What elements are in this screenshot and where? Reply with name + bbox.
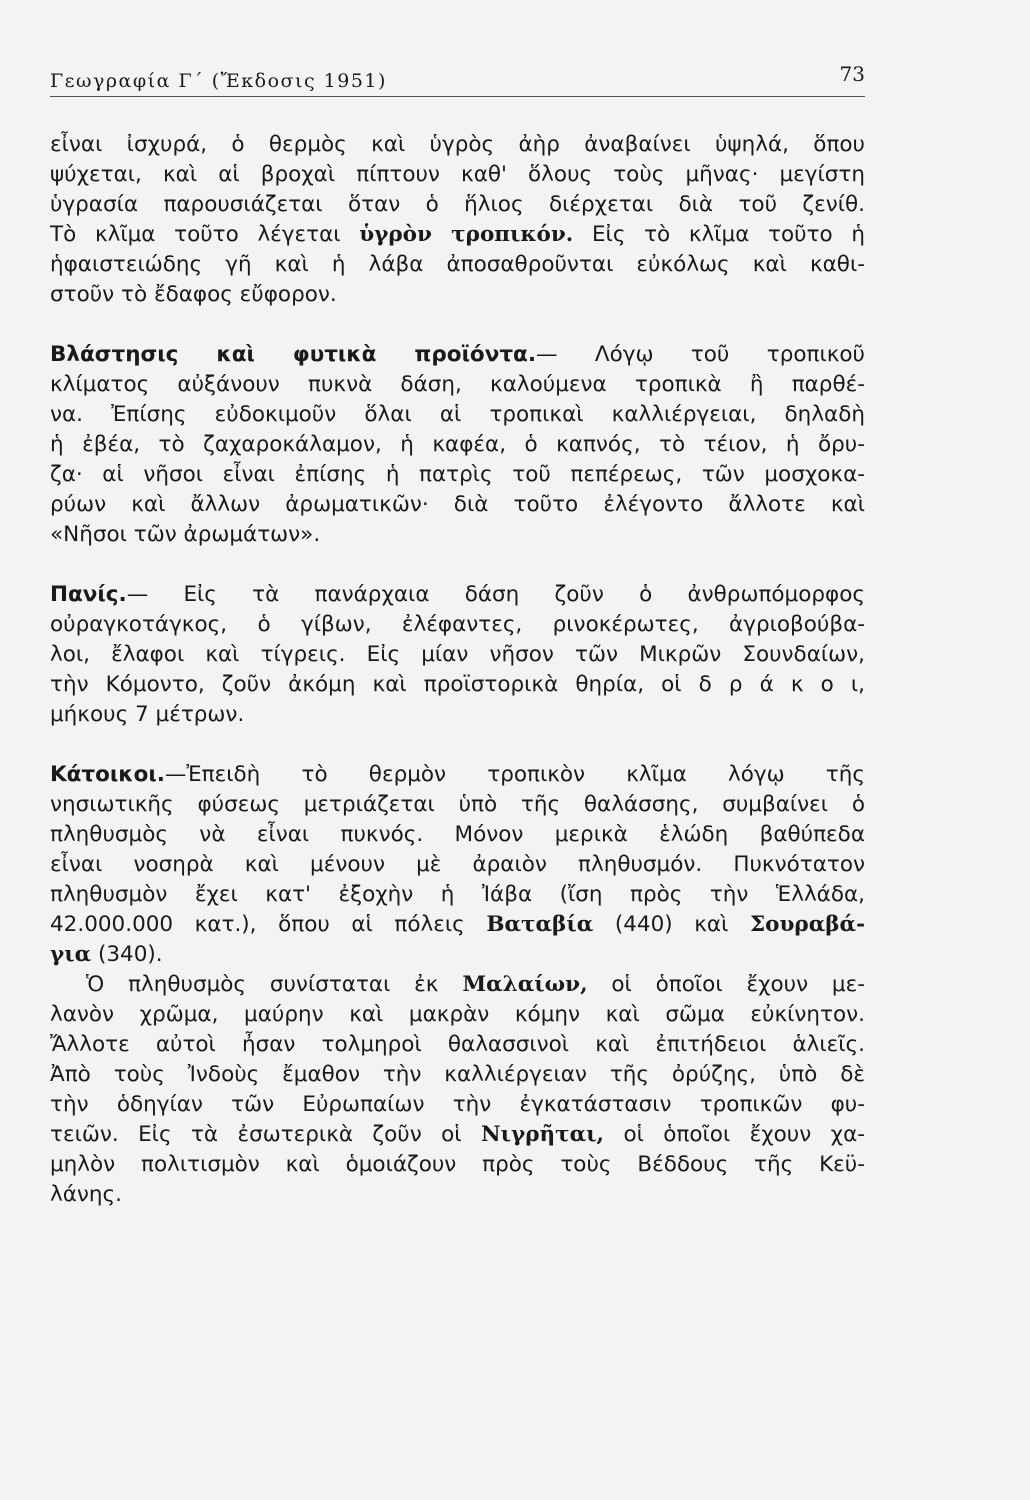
text-line: μήκους 7 μέτρων. [50,702,245,727]
text-run: τειῶν. Εἰς τὰ ἐσωτερικὰ ζοῦν οἱ [50,1122,481,1147]
text-line: Ἄλλοτε αὐτοὶ ἦσαν τολμηροὶ θαλασσινοὶ καὶ ἐπιτήδειοι ἁλιεῖς. [50,1032,865,1057]
paragraph-population [50,970,865,1210]
section-heading-inhabitants: Κάτοικοι. [50,762,165,787]
text-line: εἶναι ἰσχυρά, ὁ θερμὸς καὶ ὑγρὸς ἀὴρ ἀναβαίνει ὑψηλά, ὅπου [50,132,865,157]
text-line [50,910,865,940]
text-run: Εἰς τὸ κλῖμα τοῦτο ἡ [573,222,865,247]
text-line: πληθυσμὸς νὰ εἶναι πυκνός. Μόνον μερικὰ ἑλώδη βαθύπεδα [50,822,865,847]
paragraph-gap [50,310,865,340]
text-run: οἱ ὁποῖοι ἔχουν χα- [604,1122,865,1147]
text-line: τὴν Κόμοντο, ζοῦν ἀκόμη καὶ προϊστορικὰ θηρία, οἱ δ ρ ά κ ο ι, [50,672,865,697]
text-line [50,760,865,790]
text-line: ἡφαιστειώδης γῆ καὶ ἡ λάβα ἀποσαθροῦνται εὐκόλως καὶ καθι- [50,252,865,277]
term-malays: Μαλαίων, [462,972,588,997]
text-line: εἶναι νοσηρὰ καὶ μένουν μὲ ἀραιὸν πληθυσμόν. Πυκνότατον [50,852,865,877]
text-line: πληθυσμὸν ἔχει κατ' ἐξοχὴν ἡ Ἰάβα (ἴση πρὸς τὴν Ἑλλάδα, [50,882,865,907]
text-line: λάνης. [50,1182,122,1207]
paragraph-gap [50,730,865,760]
text-line: «Νῆσοι τῶν ἀρωμάτων». [50,522,321,547]
paragraph-climate [50,130,865,310]
body-text [50,130,865,1210]
city-surabaya-part2: για [50,942,92,967]
page-header [50,62,865,94]
page-number: 73 [839,62,865,86]
text-line [50,340,865,370]
text-line: μηλὸν πολιτισμὸν καὶ ὁμοιάζουν πρὸς τοὺς Βέδδους τῆς Κεϋ- [50,1152,865,1177]
text-run: 42.000.000 κατ.), ὅπου αἱ πόλεις [50,912,487,937]
section-heading-vegetation: Βλάστησις καὶ φυτικὰ προϊόντα. [50,342,536,367]
text-line: να. Ἐπίσης εὐδοκιμοῦν ὅλαι αἱ τροπικαὶ καλλιέργειαι, δηλαδὴ [50,402,865,427]
text-run: οἱ ὁποῖοι ἔχουν με- [587,972,865,997]
text-line [50,970,865,1000]
text-line: ὑγρασία παρουσιάζεται ὅταν ὁ ἥλιος διέρχεται διὰ τοῦ ζενίθ. [50,192,865,217]
text-run: — Εἰς τὰ πανάρχαια δάση ζοῦν ὁ ἀνθρωπόμορφος [126,582,865,607]
text-line: ψύχεται, καὶ αἱ βροχαὶ πίπτουν καθ' ὅλους τοὺς μῆνας· μεγίστη [50,162,865,187]
text-line: νησιωτικῆς φύσεως μετριάζεται ὑπὸ τῆς θαλάσσης, συμβαίνει ὁ [50,792,865,817]
paragraph-vegetation [50,340,865,550]
text-run: (340). [91,942,163,967]
text-line: λοι, ἔλαφοι καὶ τίγρεις. Εἰς μίαν νῆσον τῶν Μικρῶν Σουνδαίων, [50,642,865,667]
text-line [50,580,865,610]
text-line [50,1120,865,1150]
text-line [50,940,865,970]
term-wet-tropical: ὑγρὸν τροπικόν. [359,222,574,247]
text-run: Τὸ κλῖμα τοῦτο λέγεται [50,222,360,247]
text-run: Ὁ πληθυσμὸς συνίσταται ἐκ [86,972,463,997]
text-line: στοῦν τὸ ἔδαφος εὔφορον. [50,282,337,307]
paragraph-inhabitants [50,760,865,970]
paragraph-gap [50,550,865,580]
header-rule [50,96,865,97]
text-line: ἡ ἐβέα, τὸ ζαχαροκάλαμον, ἡ καφέα, ὁ καπνός, τὸ τέιον, ἡ ὄρυ- [50,432,865,457]
text-line: τὴν ὁδηγίαν τῶν Εὐρωπαίων τὴν ἐγκατάστασιν τροπικῶν φυ- [50,1092,865,1117]
text-line: οὐραγκοτάγκος, ὁ γίβων, ἐλέφαντες, ρινοκέρωτες, ἀγριοβούβα- [50,612,865,637]
running-title: Γεωγραφία Γ΄ (Ἔκδοσις 1951) [50,70,387,92]
text-run: (440) καὶ [593,912,750,937]
paragraph-fauna [50,580,865,730]
text-line: ζα· αἱ νῆσοι εἶναι ἐπίσης ἡ πατρὶς τοῦ πεπέρεως, τῶν μοσχοκα- [50,462,865,487]
text-line: ρύων καὶ ἄλλων ἀρωματικῶν· διὰ τοῦτο ἐλέγοντο ἄλλοτε καὶ [50,492,865,517]
term-negritos: Νιγρῆται, [480,1122,605,1147]
text-line: λανὸν χρῶμα, μαύρην καὶ μακρὰν κόμην καὶ σῶμα εὐκίνητον. [50,1002,865,1027]
text-line: κλίματος αὐξάνουν πυκνὰ δάση, καλούμενα τροπικὰ ἢ παρθέ- [50,372,865,397]
city-batavia: Βαταβία [486,912,594,937]
text-line [50,220,865,250]
text-line: Ἀπὸ τοὺς Ἰνδοὺς ἔμαθον τὴν καλλιέργειαν τῆς ὀρύζης, ὑπὸ δὲ [50,1062,865,1087]
text-run: — Λόγῳ τοῦ τροπικοῦ [536,342,865,367]
city-surabaya-part1: Σουραβά- [749,912,866,937]
text-run: —Ἐπειδὴ τὸ θερμὸν τροπικὸν κλῖμα λόγῳ τῆς [164,762,865,787]
section-heading-fauna: Πανίς. [50,582,127,607]
